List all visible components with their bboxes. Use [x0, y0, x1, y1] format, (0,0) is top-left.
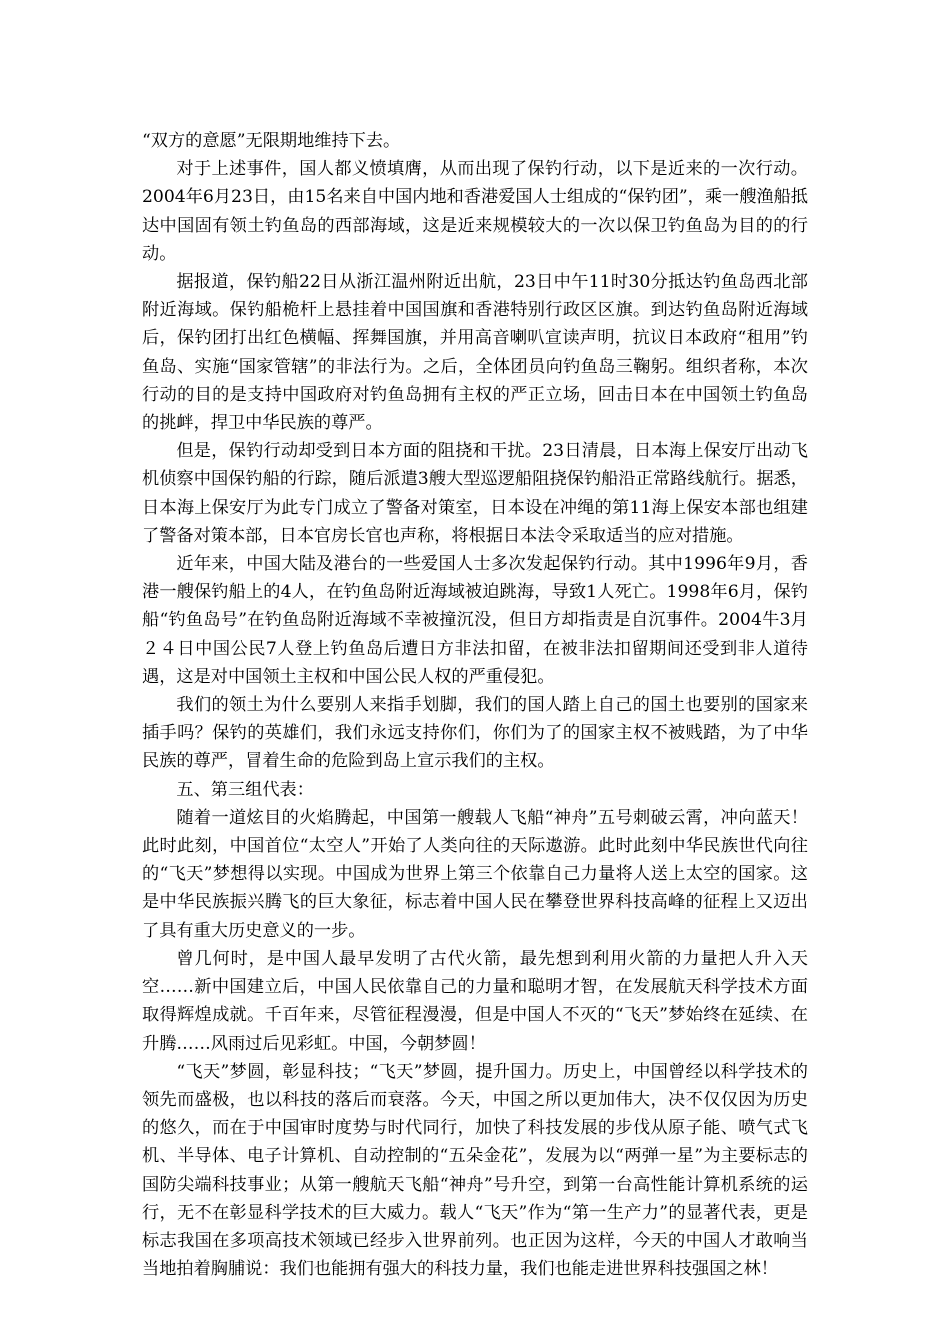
paragraph-2: 对于上述事件，国人都义愤填膺，从而出现了保钓行动，以下是近来的一次行动。2004年6月23日，由15名来自中国内地和香港爱国人士组成的“保钓团”，乘一艘渔船抵达中国固有领土钓鱼岛的西部海域，这是近来规模较大的一次以保卫钓鱼岛为目的的行动。 — [142, 159, 808, 264]
paragraph-9: 曾几何时，是中国人最早发明了古代火箭，最先想到利用火箭的力量把人升入天空……新中国建立后，中国人民依靠自己的力量和聪明才智，在发展航天科学技术方面取得辉煌成就。千百年来，尽管征程漫漫，但是中国人不灭的“飞天”梦始终在延续、在升腾……风雨过后见彩虹。中国，今朝梦圆！ — [142, 948, 808, 1054]
paragraph-1: “双方的意愿”无限期地维持下去。 — [142, 131, 401, 151]
section-heading: 五、第三组代表： — [176, 779, 314, 800]
paragraph-6: 我们的领土为什么要别人来指手划脚，我们的国人踏上自己的国土也要别的国家来插手吗？保钓的英雄们，我们永远支持你们，你们为了的国家主权不被贱踏，为了中华民族的尊严，冒着生命的危险到岛上宣示我们的主权。 — [142, 695, 808, 772]
paragraph-10: “飞天”梦圆，彰显科技；“飞天”梦圆，提升国力。历史上，中国曾经以科学技术的领先而盛极，也以科技的落后而衰落。今天，中国之所以更加伟大，决不仅仅因为历史的悠久，而在于中国审时度势与时代同行，加快了科技发展的步伐从原子能、喷气式飞机、半导体、电子计算机、自动控制的“五朵金花”，发展为以“两弹一星”为主要标志的国防尖端科技事业；从第一艘航天飞船“神舟”号升空，到第一台高性能计算机系统的运行，无不在彰显科学技术的巨大威力。载人“飞天”作为“第一生产力”的显著代表，更是标志我国在多项高技术领域已经步入世界前列。也正因为这样，今天的中国人才敢响当当地拍着胸脯说：我们也能拥有强大的科技力量，我们也能走进世界科技强国之林！ — [142, 1061, 808, 1280]
paragraph-4: 但是，保钓行动却受到日本方面的阻挠和干扰。23日清晨，日本海上保安厅出动飞机侦察中国保钓船的行踪，随后派遣3艘大型巡逻船阻挠保钓船沿正常路线航行。据悉，日本海上保安厅为此专门成立了警备对策室，日本设在冲绳的第11海上保安本部也组建了警备对策本部，日本官房长官也声称，将根据日本法令采取适当的应对措施。 — [142, 441, 808, 546]
paragraph-8: 随着一道炫目的火焰腾起，中国第一艘载人飞船“神舟”五号刺破云霄，冲向蓝天！此时此刻，中国首位“太空人”开始了人类向往的天际遨游。此时此刻中华民族世代向往的“飞天”梦想得以实现。中国成为世界上第三个依靠自己力量将人送上太空的国家。这是中华民族振兴腾飞的巨大象征，标志着中国人民在攀登世界科技高峰的征程上又迈出了具有重大历史意义的一步。 — [142, 807, 808, 941]
paragraph-5: 近年来，中国大陆及港台的一些爱国人士多次发起保钓行动。其中1996年9月，香港一艘保钓船上的4人，在钓鱼岛附近海域被迫跳海，导致1人死亡。1998年6月，保钓船“钓鱼岛号”在钓鱼岛附近海域不幸被撞沉没，但日方却指责是自沉事件。2004牛3月２４日中国公民7人登上钓鱼岛后遭日方非法扣留，在被非法扣留期间还受到非人道待遇，这是对中国领土主权和中国公民人权的严重侵犯。 — [142, 554, 808, 687]
document-body — [142, 127, 808, 1283]
paragraph-3: 据报道，保钓船22日从浙江温州附近出航，23日中午11时30分抵达钓鱼岛西北部附近海域。保钓船桅杆上悬挂着中国国旗和香港特别行政区区旗。到达钓鱼岛附近海域后，保钓团打出红色横幅、挥舞国旗，并用高音喇叭宣读声明，抗议日本政府“租用”钓鱼岛、实施“国家管辖”的非法行为。之后，全体团员向钓鱼岛三鞠躬。组织者称，本次行动的目的是支持中国政府对钓鱼岛拥有主权的严正立场，回击日本在中国领土钓鱼岛的挑衅，捍卫中华民族的尊严。 — [142, 272, 808, 434]
